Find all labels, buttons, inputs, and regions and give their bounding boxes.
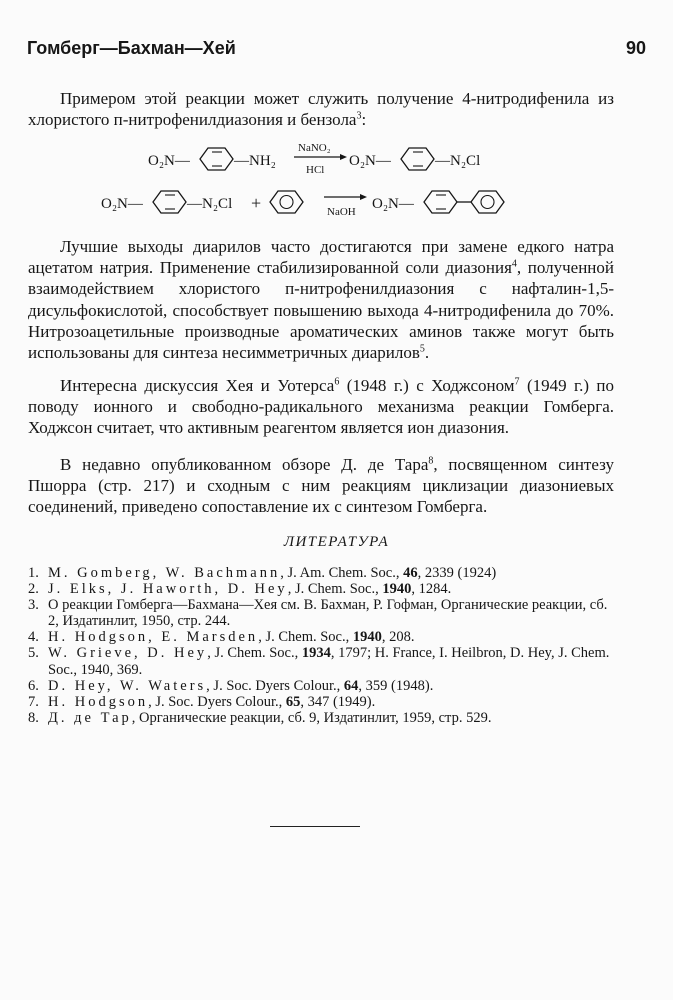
reference-item (28, 629, 618, 645)
reference-list (28, 565, 618, 726)
end-rule (270, 826, 360, 827)
reference-volume: 65 (285, 693, 301, 710)
reference-number: 2. (28, 581, 39, 598)
reference-authors: D. Hey, W. Waters (48, 677, 207, 694)
r1-left-group: O₂N— (148, 153, 190, 169)
reference-volume: 1940 (352, 629, 382, 646)
reference-volume: 1934 (301, 645, 331, 662)
reference-volume: 1940 (382, 581, 412, 598)
reference-number: 3. (28, 597, 39, 614)
reference-volume: 46 (403, 565, 418, 581)
reference-source: , J. Soc. Dyers Colour., (148, 693, 286, 710)
paragraph-2 (28, 236, 614, 363)
aromatic-circle (280, 196, 293, 209)
reference-item (28, 694, 618, 710)
reference-number: 5. (28, 645, 39, 662)
reference-item (28, 597, 618, 629)
ref-marker: 6 (334, 376, 340, 388)
paragraph-4-text-a: В недавно опубликованном обзоре Д. де Тара (60, 455, 429, 474)
arrow-head (340, 154, 347, 160)
reference-item (28, 678, 618, 694)
r1-right-end: —N₂Cl (435, 153, 481, 169)
paragraph-3-text-c: (1949 г.) по поводу ионного и свободно-радикального механизма реакции Гомберга. Ходжсон считает, что активным реагентом является ион диазония. (28, 376, 614, 438)
ref-marker: 4 (511, 258, 517, 270)
ref-marker: 3 (356, 110, 362, 122)
paragraph-1-text: Примером этой реакции может служить получение 4-нитродифенила из хлористого п-нитрофенилдиазония и бензола (28, 89, 614, 130)
reference-rest: , 2339 (1924) (417, 565, 497, 581)
paragraph-1-tail: : (361, 110, 367, 130)
r1-reagent-bottom: HCl (306, 164, 325, 176)
reference-volume: 64 (343, 677, 359, 694)
benzene-ring (401, 148, 434, 170)
paragraph-2-text-a: Лучшие выходы диарилов часто достигаются при замене едкого натра ацетатом натрия. Применение стабилизированной соли диазония (28, 237, 614, 278)
paragraph-2-text-b: , полученной взаимодействием хлористого п-нитрофенилдиазония с нафталин-1,5-дисульфокислотой, способствует повышению выхода 4-нитродифенила до 70%. Нитрозоацетильные производные ароматических аминов также могут быть использованы для синтеза несимметричных диарилов (28, 258, 614, 363)
reference-number: 4. (28, 629, 39, 646)
reference-source: , J. Chem. Soc., (287, 581, 383, 598)
plus-sign: + (251, 193, 262, 213)
reference-item (28, 565, 618, 581)
reference-rest: , 1284. (411, 581, 452, 598)
r1-reagent-top: NaNO₂ (298, 142, 331, 154)
paragraph-2-text-c: . (424, 343, 430, 363)
reference-source: О реакции Гомберга—Бахмана—Хея см. В. Бахман, Р. Гофман, Органические реакции, сб. 2, Издатинлит, 1950, стр. 244. (48, 597, 608, 630)
ref-marker: 8 (428, 455, 434, 467)
reference-rest: , 208. (381, 629, 415, 646)
reference-number: 7. (28, 693, 39, 710)
paragraph-3-text-b: (1948 г.) с Ходжсоном (339, 376, 515, 395)
reference-source: , J. Am. Chem. Soc., (280, 565, 404, 581)
reference-authors: H. Hodgson, E. Marsden (48, 629, 259, 646)
r2-left-end: —N₂Cl (187, 196, 233, 212)
aromatic-circle (481, 196, 494, 209)
reference-rest: , 1797; H. France, I. Heilbron, D. Hey, J. Chem. Soc., 1940, 369. (48, 645, 610, 678)
ref-marker: 5 (419, 343, 425, 355)
r2-left-group: O₂N— (101, 196, 143, 212)
reference-item (28, 645, 618, 677)
page-number: 90 (625, 38, 646, 58)
reference-authors: H. Hodgson (48, 693, 149, 710)
reference-number: 8. (28, 709, 39, 726)
paragraph-4-text-b: , посвященном синтезу Пшорра (стр. 217) и сходным с ним реакциям циклизации диазониевых соединений, приведено сопоставление их с синтезом Гомберга. (28, 455, 614, 517)
running-title: Гомберг—Бахман—Хей (27, 38, 236, 58)
literature-heading: ЛИТЕРАТУРА (283, 534, 390, 550)
reference-rest: , 347 (1949). (300, 693, 376, 710)
reference-authors: Д. де Тар (48, 709, 132, 726)
arrow-head (360, 194, 367, 200)
reference-item (28, 581, 618, 597)
reference-number: 6. (28, 677, 39, 694)
r2-right-group: O₂N— (372, 196, 414, 212)
benzene-ring (200, 148, 233, 170)
reference-authors: J. Elks, J. Haworth, D. Hey (48, 581, 288, 598)
reference-number: 1. (28, 565, 39, 581)
reference-authors: M. Gomberg, W. Bachmann (48, 565, 281, 581)
r2-reagent-bottom: NaOH (327, 206, 356, 218)
reference-source: , Органические реакции, сб. 9, Издатинлит, 1959, стр. 529. (131, 709, 492, 726)
paragraph-4 (28, 454, 614, 518)
reference-source: , J. Soc. Dyers Colour., (206, 677, 344, 694)
benzene-ring (424, 191, 457, 213)
reference-item (28, 710, 618, 726)
reference-rest: , 359 (1948). (358, 677, 434, 694)
benzene-ring (471, 191, 504, 213)
paragraph-3-text-a: Интересна дискуссия Хея и Уотерса (60, 376, 335, 395)
benzene-ring (153, 191, 186, 213)
reference-authors: W. Grieve, D. Hey (48, 645, 208, 662)
reaction-scheme (0, 135, 673, 225)
running-header (27, 38, 646, 59)
r1-right-group: O₂N— (349, 153, 391, 169)
benzene-ring (270, 191, 303, 213)
ref-marker: 7 (514, 376, 520, 388)
paragraph-1 (28, 88, 614, 130)
reference-source: , J. Chem. Soc., (258, 629, 353, 646)
paragraph-3 (28, 375, 614, 439)
r1-left-end: —NH₂ (234, 153, 276, 169)
reference-source: , J. Chem. Soc., (207, 645, 302, 662)
